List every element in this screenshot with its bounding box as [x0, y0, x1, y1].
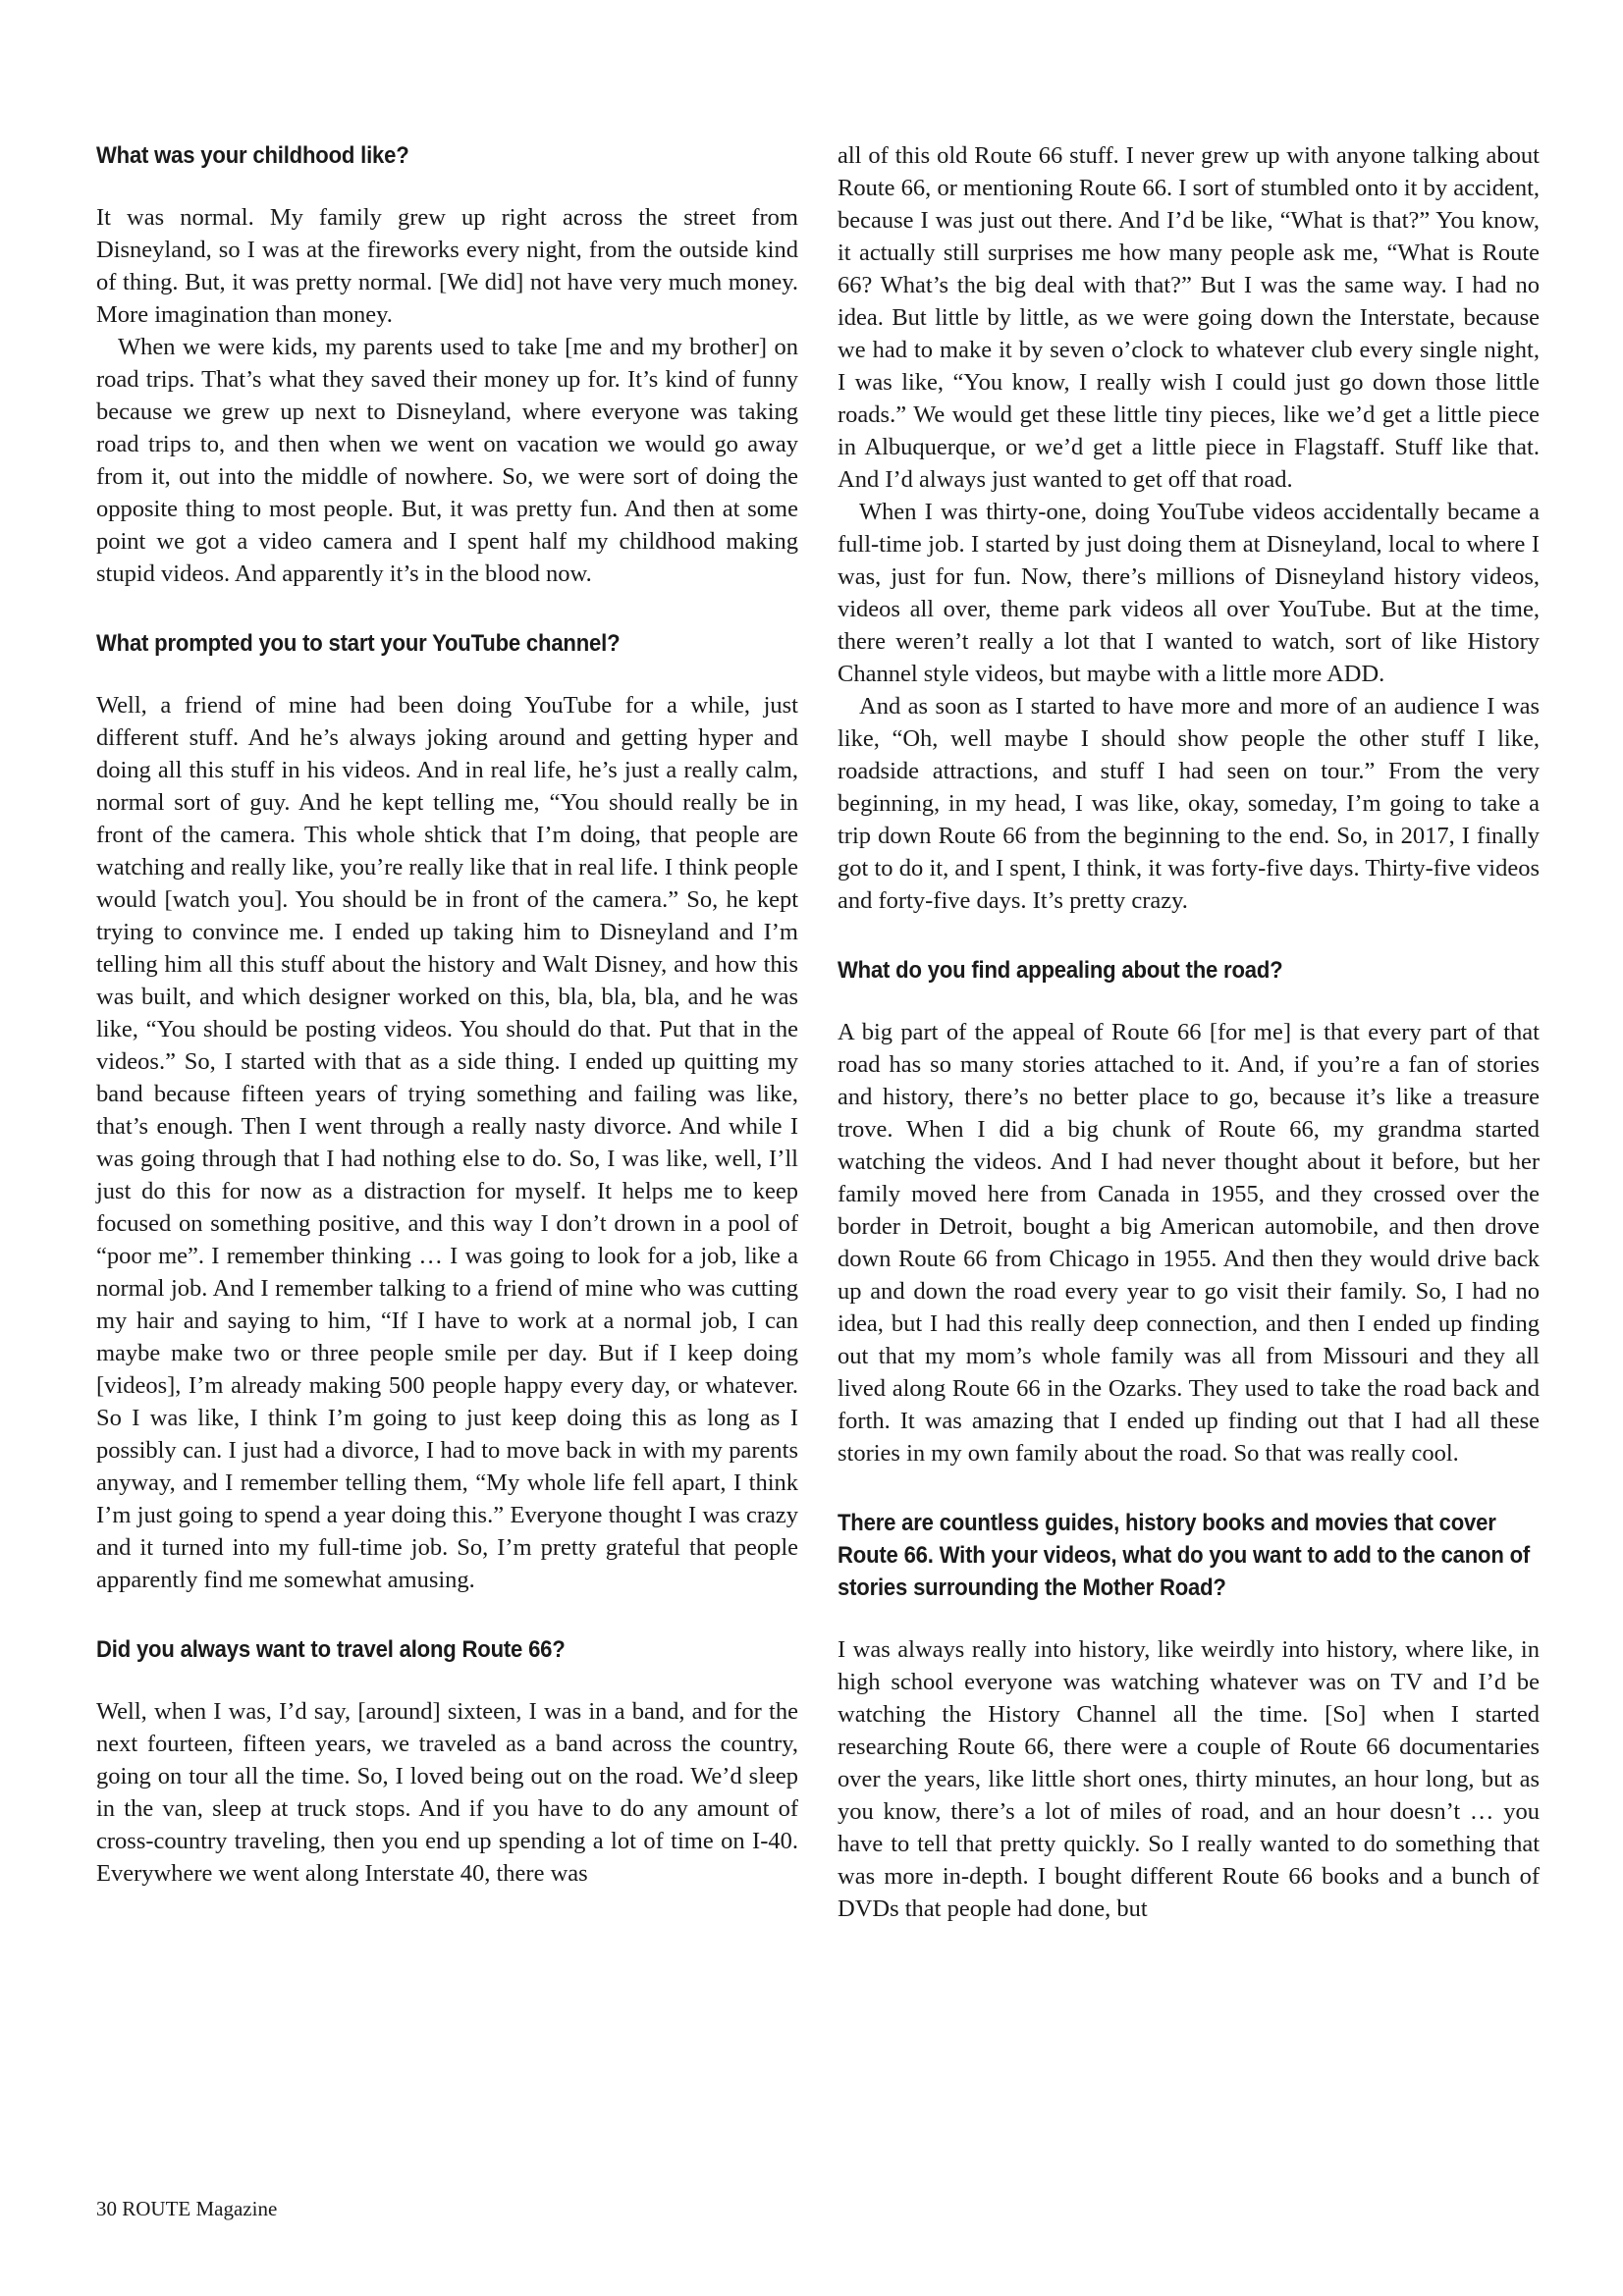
question-childhood: What was your childhood like? — [96, 142, 409, 169]
answer-paragraph: Well, a friend of mine had been doing YouTube for a while, just different stuff. And he’s always joking around and getting hyper and doing all this stuff in his videos. And in real life, he’s just a really calm, normal sort of guy. And he kept telling me, “You should really be in front of the camera. This whole shtick that I’m doing, that people are watching and really like, you’re really like that in real life. I think people would [watch you]. You should be in front of the camera.” So, he kept trying to convince me. I ended up taking him to Disneyland and I’m telling him all this stuff about the history and Walt Disney, and how this was built, and which designer worked on this, bla, bla, bla, and he was like, “You should be posting videos. You should do that. Put that in the videos.” So, I started with that as a side thing. I ended up quitting my band because fifteen years of trying something and failing was like, that’s enough. Then I went through a really nasty divorce. And while I was going through that I had nothing else to do. So, I was like, well, I’ll just do this for now as a distraction for myself. It helps me to keep focused on something positive, and this way I don’t drown in a pool of “poor me”. I remember thinking … I was going to look for a job, like a normal job. And I remember talking to a friend of mine who was cutting my hair and saying to him, “If I have to work at a normal job, I can maybe make two or three people smile per day. But if I keep doing [videos], I’m already making 500 people happy every day, or whatever. So I was like, I think I’m going to just keep doing this as long as I possibly can. I just had a divorce, I had to move back in with my parents anyway, and I remember telling them, “My whole life fell apart, I think I’m just going to spend a year doing this.” Everyone thought I was crazy and it turned into my full-time job. So, I’m pretty grateful that people apparently find me somewhat amusing. — [96, 692, 798, 1593]
publication-name: ROUTE Magazine — [122, 2197, 278, 2220]
page-number: 30 — [96, 2197, 117, 2220]
question-canon-of-stories: There are countless guides, history books and movies that cover Route 66. With your videos, what do you want to add to the canon of stories surrounding the Mother Road? — [838, 1510, 1531, 1601]
question-youtube-channel: What prompted you to start your YouTube channel? — [96, 630, 621, 657]
answer-paragraph: When we were kids, my parents used to take [me and my brother] on road trips. That’s what they saved their money up for. It’s kind of funny because we grew up next to Disneyland, where everyone was taking road trips to, and then when we went on vacation we would go away from it, out into the middle of nowhere. So, we were sort of doing the opposite thing to most people. But, it was pretty fun. And then at some point we got a video camera and I spent half my childhood making stupid videos. And apparently it’s in the blood now. — [96, 334, 798, 587]
page-footer — [96, 2196, 277, 2221]
answer-paragraph: And as soon as I started to have more and more of an audience I was like, “Oh, well maybe I should show people the other stuff I like, roadside attractions, and stuff I had seen on tour.” From the very beginning, in my head, I was like, okay, someday, I’m going to take a trip down Route 66 from the beginning to the end. So, in 2017, I finally got to do it, and I spent, I think, it was forty-five days. Thirty-five videos and forty-five days. It’s pretty crazy. — [838, 693, 1540, 914]
answer-paragraph-continued: all of this old Route 66 stuff. I never grew up with anyone talking about Route 66, or mentioning Route 66. I sort of stumbled onto it by accident, because I was just out there. And I’d be like, “What is that?” You know, it actually still surprises me how many people ask me, “What is Route 66? What’s the big deal with that?” But I was the same way. I had no idea. But little by little, as we were going down the Interstate, because we had to make it by seven o’clock to whatever club every single night, I was like, “You know, I really wish I could just go down those little roads.” We would get these little tiny pieces, like we’d get a little piece in Albuquerque, or we’d get a little piece in Flagstaff. Stuff like that. And I’d always just wanted to get off that road. — [838, 142, 1540, 493]
answer-paragraph: Well, when I was, I’d say, [around] sixteen, I was in a band, and for the next fourteen, fifteen years, we traveled as a band across the country, going on tour all the time. So, I loved being out on the road. We’d sleep in the van, sleep at truck stops. And if you have to do any amount of cross-country traveling, then you end up spending a lot of time on I-40. Everywhere we went along Interstate 40, there was — [96, 1698, 798, 1887]
answer-paragraph: A big part of the appeal of Route 66 [for me] is that every part of that road has so many stories attached to it. And, if you’re a fan of stories and history, there’s no better place to go, because it’s like a treasure trove. When I did a big chunk of Route 66, my grandma started watching the videos. And I had never thought about it before, but her family moved here from Canada in 1955, and they crossed over the border in Detroit, bought a big American automobile, and then drove down Route 66 from Chicago in 1955. And then they would drive back up and down the road every year to go visit their family. So, I had no idea, but I had this really deep connection, and then I ended up finding out that my mom’s whole family was all from Missouri and they all lived along Route 66 in the Ozarks. They used to take the road back and forth. It was amazing that I ended up finding out that I had all these stories in my own family about the road. So that was really cool. — [838, 1019, 1540, 1467]
answer-paragraph: When I was thirty-one, doing YouTube videos accidentally became a full-time job. I started by just doing them at Disneyland, local to where I was, just for fun. Now, there’s millions of Disneyland history videos, videos all over, theme park videos all over YouTube. But at the time, there weren’t really a lot that I wanted to watch, sort of like History Channel style videos, but maybe with a little more ADD. — [838, 499, 1540, 687]
question-travel-route-66: Did you always want to travel along Route 66? — [96, 1636, 566, 1663]
question-appeal-of-road: What do you find appealing about the road? — [838, 957, 1283, 984]
answer-paragraph: It was normal. My family grew up right across the street from Disneyland, so I was at the fireworks every night, from the outside kind of thing. But, it was pretty normal. [We did] not have very much money. More imagination than money. — [96, 204, 798, 328]
right-column — [838, 139, 1540, 1925]
left-column — [96, 139, 798, 1890]
answer-paragraph: I was always really into history, like weirdly into history, where like, in high school everyone was watching whatever was on TV and I’d be watching the History Channel all the time. [So] when I started researching Route 66, there were a couple of Route 66 documentaries over the years, like little short ones, thirty minutes, an hour long, but as you know, there’s a lot of miles of road, and an hour doesn’t … you have to tell that pretty quickly. So I really wanted to do something that was more in-depth. I bought different Route 66 books and a bunch of DVDs that people had done, but — [838, 1636, 1540, 1922]
